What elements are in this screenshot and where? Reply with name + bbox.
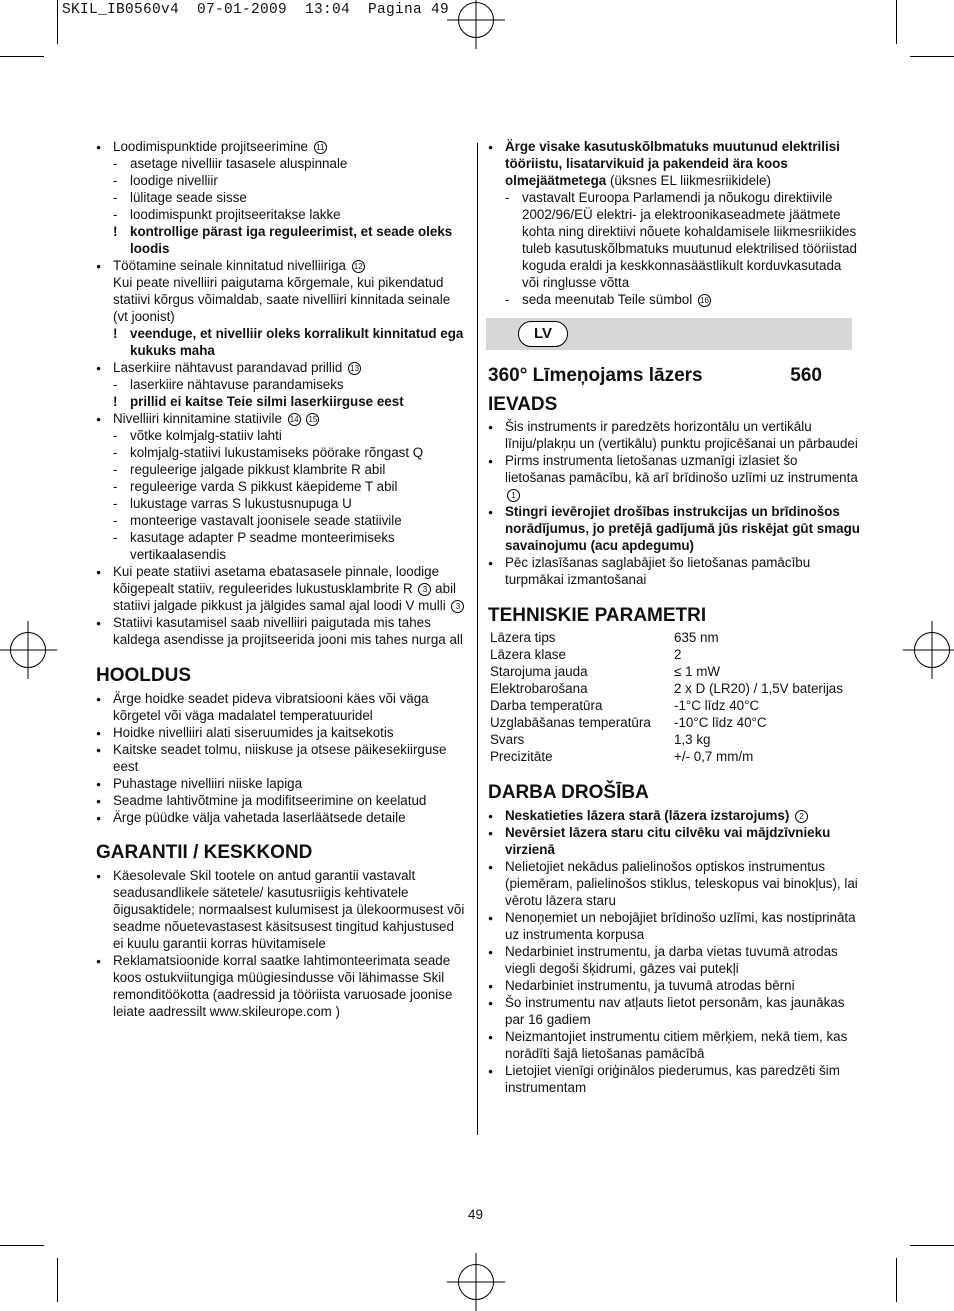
text: Puhastage nivelliiri niiske lapiga	[113, 776, 303, 791]
spec-row	[490, 748, 843, 765]
list-item	[96, 529, 468, 563]
list-item	[488, 858, 860, 909]
crop-mark-tl-v	[57, 0, 58, 44]
product-model: 560	[790, 365, 822, 386]
text: kasutage adapter P seadme monteerimiseks vertikaalasendis	[130, 530, 395, 562]
list-item	[96, 563, 468, 614]
text: Nedarbiniet instrumentu, ja tuvumā atrodas bērni	[505, 978, 795, 993]
list-item	[96, 792, 468, 809]
maintenance-list	[96, 690, 468, 826]
list-item	[96, 155, 468, 172]
env-dash-2	[488, 291, 860, 308]
text: Pirms instrumenta lietošanas uzmanīgi izlasiet šo lietošanas pamācību, kā arī brīdinošo uzlīmi uz instrumenta	[505, 453, 858, 485]
list-item	[96, 461, 468, 478]
list-item	[96, 478, 468, 495]
warranty-list	[96, 867, 468, 1020]
text: monteerige vastavalt joonisele seade statiivile	[130, 513, 402, 528]
ref-circle: 11	[314, 141, 327, 154]
list-item	[96, 410, 468, 427]
section-title-garantii: GARANTII / KESKKOND	[96, 842, 313, 863]
text: lülitage seade sisse	[130, 190, 247, 205]
list-item	[488, 418, 860, 452]
list-item	[96, 809, 468, 826]
text: abil statiivi jalgade pikkust ja jälgides samal ajal loodi V mulli	[113, 581, 457, 613]
list-item	[96, 775, 468, 792]
text: Kaitske seadet tolmu, niiskuse ja otsese päikesekiirguse eest	[113, 742, 447, 774]
list-item	[488, 977, 860, 994]
text: loodimispunkt projitseeritakse lakke	[130, 207, 341, 222]
text: Nelietojiet nekādus palielinošos optiskos instrumentus (piemēram, palielinošos stiklus, teleskopus vai binokļus), lai vērotu lāzera staru	[505, 859, 858, 908]
text: Šis instruments ir paredzēts horizontālu un vertikālu līniju/plakņu un (vertikālu) punktu projicēšanai un pārbaudei	[505, 419, 858, 451]
list-item	[96, 325, 468, 359]
crop-mark-bl-v	[57, 1258, 58, 1302]
text: lukustage varras S lukustusnupuga U	[130, 496, 352, 511]
list-item	[488, 554, 860, 588]
text: veenduge, et nivelliir oleks korralikult kinnitatud ega kukuks maha	[130, 326, 464, 358]
list-item	[488, 452, 860, 503]
text: Statiivi kasutamisel saab nivelliiri paigutada mis tahes kaldega asendisse ja projitseerida jooni mis tahes nurga all	[113, 615, 463, 647]
crop-mark-tr-h	[910, 56, 954, 57]
spec-label: Precizitāte	[490, 749, 553, 764]
spec-row	[490, 663, 843, 680]
registration-mark-right	[914, 632, 950, 668]
text: Nivelliiri kinnitamine statiivile	[113, 411, 282, 426]
column-divider	[477, 143, 478, 1135]
product-title: 360° Līmeņojams lāzers	[488, 365, 703, 386]
ref-circle: 3	[451, 600, 464, 613]
ref-circle: 13	[348, 362, 361, 375]
list-item	[96, 444, 468, 461]
ref-circle: 15	[306, 413, 319, 426]
spec-value: +/- 0,7 mm/m	[674, 749, 754, 764]
env-bullet	[488, 138, 860, 189]
text: asetage nivelliir tasasele aluspinnale	[130, 156, 348, 171]
spec-value: -10°C līdz 40°C	[674, 715, 767, 730]
product-title-row	[488, 364, 822, 388]
text: Stingri ievērojiet drošības instrukcijas un brīdinošos norādījumus, jo pretējā gadījumā jūs riskējat gūt smagu savainojumu (acu apdegumu)	[505, 504, 860, 553]
ref-circle: 12	[352, 260, 365, 273]
list-item	[488, 807, 860, 824]
tech-specs-table	[490, 629, 843, 765]
crop-mark-bl-h	[0, 1245, 44, 1246]
crop-mark-br-v	[896, 1258, 897, 1302]
list-item	[96, 189, 468, 206]
spec-label: Uzglabāšanas temperatūra	[490, 715, 651, 730]
text: laserkiire nähtavuse parandamiseks	[130, 377, 344, 392]
spec-label: Svars	[490, 732, 525, 747]
text: Töötamine seinale kinnitatud nivelliiriga	[113, 258, 346, 273]
language-tag: LV	[518, 321, 568, 347]
list-item	[488, 1062, 860, 1096]
list-item	[96, 172, 468, 189]
crop-mark-tl-h	[0, 56, 44, 57]
print-header: SKIL_IB0560v4 07-01-2009 13:04 Pagina 49	[62, 2, 450, 18]
list-item	[488, 909, 860, 943]
registration-mark-top	[458, 2, 494, 38]
list-item	[488, 994, 860, 1028]
text: loodige nivelliir	[130, 173, 218, 188]
text: Laserkiire nähtavust parandavad prillid	[113, 360, 343, 375]
list-item	[96, 690, 468, 724]
list-item	[96, 614, 468, 648]
list-item	[96, 257, 468, 274]
ref-circle: 16	[698, 294, 711, 307]
text: Hoidke nivelliiri alati siseruumides ja kaitsekotis	[113, 725, 394, 740]
list-item	[96, 376, 468, 393]
section-title-tech: TEHNISKIE PARAMETRI	[488, 605, 707, 626]
ref-circle: 3	[418, 583, 431, 596]
registration-mark-left	[10, 632, 46, 668]
list-item	[488, 503, 860, 554]
page-number: 49	[468, 1207, 483, 1222]
intro-list	[488, 418, 860, 588]
list-item	[96, 724, 468, 741]
spec-label: Lāzera tips	[490, 630, 556, 645]
text: Nedarbiniet instrumentu, ja darba vietas tuvumā atrodas viegli degoši šķidrumi, gāzes vai putekļi	[505, 944, 838, 976]
spec-row	[490, 646, 843, 663]
text: Nevērsiet lāzera staru citu cilvēku vai mājdzīvnieku virzienā	[505, 825, 831, 857]
text: Nenoņemiet un nebojājiet brīdinošo uzlīmi, kas nostiprināta uz instrumenta korpusa	[505, 910, 856, 942]
registration-mark-bottom	[458, 1264, 494, 1300]
list-item	[96, 867, 468, 952]
list-item	[96, 274, 468, 325]
list-item	[488, 824, 860, 858]
list-item	[96, 427, 468, 444]
spec-row	[490, 680, 843, 697]
spec-label: Lāzera klase	[490, 647, 566, 662]
list-item	[96, 138, 468, 155]
section-title-ievads: IEVADS	[488, 394, 558, 415]
text: Reklamatsioonide korral saatke lahtimonteerimata seade koos ostukviitungiga müügiesindusse või lähimasse Skil remonditöökotta (aadressid ja tööriista varuosade joonise leiate aadressilt www.skileurope.com )	[113, 953, 453, 1019]
list-item	[96, 952, 468, 1020]
spec-label: Elektrobarošana	[490, 681, 588, 696]
text: kolmjalg-statiivi lukustamiseks pöörake rõngast Q	[130, 445, 424, 460]
spec-value: ≤ 1 mW	[674, 664, 721, 679]
text: Kui peate statiivi asetama ebatasasele pinnale, loodige kõigepealt statiiv, reguleerides lukustusklambrite R	[113, 564, 440, 596]
text: Neizmantojiet instrumentu citiem mērķiem, nekā tiem, kas norādīti šajā lietošanas pamācībā	[505, 1029, 848, 1061]
list-item	[96, 223, 468, 257]
list-item	[96, 495, 468, 512]
env-tail-text: (üksnes EL liikmesriikidele)	[606, 173, 771, 188]
list-item	[488, 1028, 860, 1062]
list-item	[96, 359, 468, 376]
env-dash-2-text: seda meenutab Teile sümbol	[522, 292, 693, 307]
spec-label: Starojuma jauda	[490, 664, 588, 679]
ref-circle: 14	[288, 413, 301, 426]
section-title-safety: DARBA DROŠĪBA	[488, 782, 649, 803]
text: Lietojiet vienīgi oriģinālos piederumus, kas paredzēti šim instrumentam	[505, 1063, 840, 1095]
spec-row	[490, 714, 843, 731]
list-item	[96, 512, 468, 529]
env-dash-1: - vastavalt Euroopa Parlamendi ja nõukogu direktiivile 2002/96/EÜ elektri- ja elektroonikaseadmete jäätmete kohta ning direktiivi nõuete kohaldamisele liikmesriikides tuleb kasutuskõlbmatuks muutunud elektrilised tööriistad koguda eraldi ja keskkonnasäästlikult korduvkasutada või ringlusse võtta	[488, 189, 860, 291]
spec-row	[490, 731, 843, 748]
text: prillid ei kaitse Teie silmi laserkiirguse eest	[130, 394, 404, 409]
left-column	[96, 138, 468, 1020]
text: reguleerige varda S pikkust käepideme T abil	[130, 479, 398, 494]
text: Käesolevale Skil tootele on antud garantii vastavalt seadusandlikele sätetele/ kasutusriigis kehtivatele õigusaktidele; normaalsest kulumisest ja ülekoormusest või seadme nõuetevastasest käsitsusest tingitud kahjustused ei kuulu garantii korras hüvitamisele	[113, 868, 465, 951]
spec-value: 2 x D (LR20) / 1,5V baterijas	[674, 681, 843, 696]
language-bar	[486, 318, 852, 350]
text: reguleerige jalgade pikkust klambrite R abil	[130, 462, 386, 477]
spec-label: Darba temperatūra	[490, 698, 603, 713]
right-column	[488, 138, 860, 1096]
env-bold-text: Ärge visake kasutuskõlbmatuks muutunud elektrilisi tööriistu, lisatarvikuid ja pakendeid ära koos olmejäätmetega	[505, 139, 840, 188]
text: Šo instrumentu nav atļauts lietot personām, kas jaunākas par 16 gadiem	[505, 995, 845, 1027]
text: Seadme lahtivõtmine ja modifitseerimine on keelatud	[113, 793, 427, 808]
spec-value: 635 nm	[674, 630, 719, 645]
text: võtke kolmjalg-statiiv lahti	[130, 428, 282, 443]
text: Neskatieties lāzera starā (lāzera izstarojums)	[505, 808, 790, 823]
section-title-hooldus: HOOLDUS	[96, 665, 191, 686]
text: Pēc izlasīšanas saglabājiet šo lietošanas pamācību turpmākai izmantošanai	[505, 555, 811, 587]
list-item	[488, 943, 860, 977]
spec-value: 2	[674, 647, 682, 662]
crop-mark-tr-v	[896, 0, 897, 44]
leveling-instructions	[96, 138, 468, 648]
text: kontrollige pärast iga reguleerimist, et seade oleks loodis	[130, 224, 453, 256]
text: Loodimispunktide projitseerimine	[113, 139, 309, 154]
spec-row	[490, 697, 843, 714]
crop-mark-br-h	[910, 1245, 954, 1246]
text: Ärge püüdke välja vahetada laserläätsede detaile	[113, 810, 406, 825]
spec-value: 1,3 kg	[674, 732, 711, 747]
text: Kui peate nivelliiri paigutama kõrgemale, kui pikendatud statiivi kõrgus võimaldab, saate nivelliiri kinnitada seinale (vt joonist)	[113, 275, 451, 324]
spec-value: -1°C līdz 40°C	[674, 698, 760, 713]
list-item	[96, 741, 468, 775]
spec-row	[490, 629, 843, 646]
list-item	[96, 393, 468, 410]
text: Ärge hoidke seadet pideva vibratsiooni käes või väga kõrgetel või väga madalatel temperatuuridel	[113, 691, 429, 723]
ref-circle: 2	[795, 810, 808, 823]
list-item	[96, 206, 468, 223]
safety-list	[488, 807, 860, 1096]
ref-circle: 1	[507, 489, 520, 502]
